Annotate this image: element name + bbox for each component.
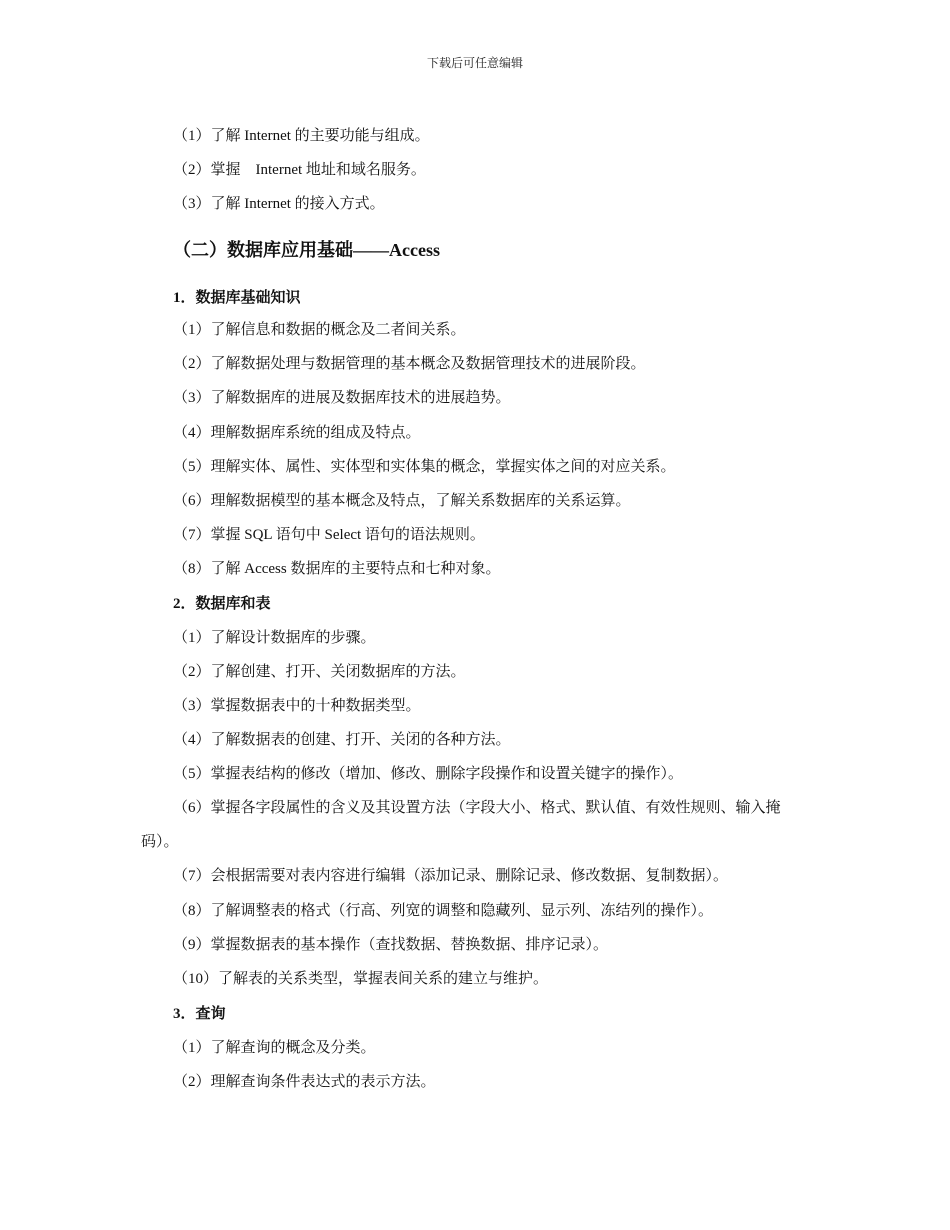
list-item-continuation: 码）。 xyxy=(141,834,179,850)
section-title: （二）数据库应用基础——Access xyxy=(173,240,440,260)
list-item: （8）了解 Access 数据库的主要特点和七种对象。 xyxy=(173,561,501,577)
list-item: （2）了解数据处理与数据管理的基本概念及数据管理技术的进展阶段。 xyxy=(173,356,646,372)
list-item: （6）掌握各字段属性的含义及其设置方法（字段大小、格式、默认值、有效性规则、输入掩 xyxy=(173,800,781,816)
list-item: （5）掌握表结构的修改（增加、修改、删除字段操作和设置关键字的操作）。 xyxy=(173,766,684,782)
list-item: （8）了解调整表的格式（行高、列宽的调整和隐藏列、显示列、冻结列的操作）。 xyxy=(173,903,714,919)
list-item: （6）理解数据模型的基本概念及特点，了解关系数据库的关系运算。 xyxy=(173,493,631,509)
internet-item-2: （2）掌握 Internet 地址和域名服务。 xyxy=(173,162,426,178)
list-item: （5）理解实体、属性、实体型和实体集的概念，掌握实体之间的对应关系。 xyxy=(173,459,676,475)
list-item: （2）了解创建、打开、关闭数据库的方法。 xyxy=(173,664,466,680)
subsection-title-2: 2．数据库和表 xyxy=(173,596,271,612)
list-item: （4）了解数据表的创建、打开、关闭的各种方法。 xyxy=(173,732,511,748)
list-item: （4）理解数据库系统的组成及特点。 xyxy=(173,425,421,441)
list-item: （9）掌握数据表的基本操作（查找数据、替换数据、排序记录）。 xyxy=(173,937,609,953)
list-item: （7）会根据需要对表内容进行编辑（添加记录、删除记录、修改数据、复制数据）。 xyxy=(173,868,729,884)
subsection-title-1: 1．数据库基础知识 xyxy=(173,290,301,306)
list-item: （7）掌握 SQL 语句中 Select 语句的语法规则。 xyxy=(173,527,485,543)
list-item: （2）理解查询条件表达式的表示方法。 xyxy=(173,1074,436,1090)
list-item: （3）掌握数据表中的十种数据类型。 xyxy=(173,698,421,714)
list-item: （1）了解查询的概念及分类。 xyxy=(173,1040,376,1056)
list-item: （1）了解设计数据库的步骤。 xyxy=(173,630,376,646)
subsection-title-3: 3．查询 xyxy=(173,1006,226,1022)
list-item: （10）了解表的关系类型，掌握表间关系的建立与维护。 xyxy=(173,971,549,987)
list-item: （1）了解信息和数据的概念及二者间关系。 xyxy=(173,322,466,338)
internet-item-1: （1）了解 Internet 的主要功能与组成。 xyxy=(173,128,430,144)
page-header: 下载后可任意编辑 xyxy=(426,56,523,70)
internet-item-3: （3）了解 Internet 的接入方式。 xyxy=(173,196,385,212)
list-item: （3）了解数据库的进展及数据库技术的进展趋势。 xyxy=(173,390,511,406)
